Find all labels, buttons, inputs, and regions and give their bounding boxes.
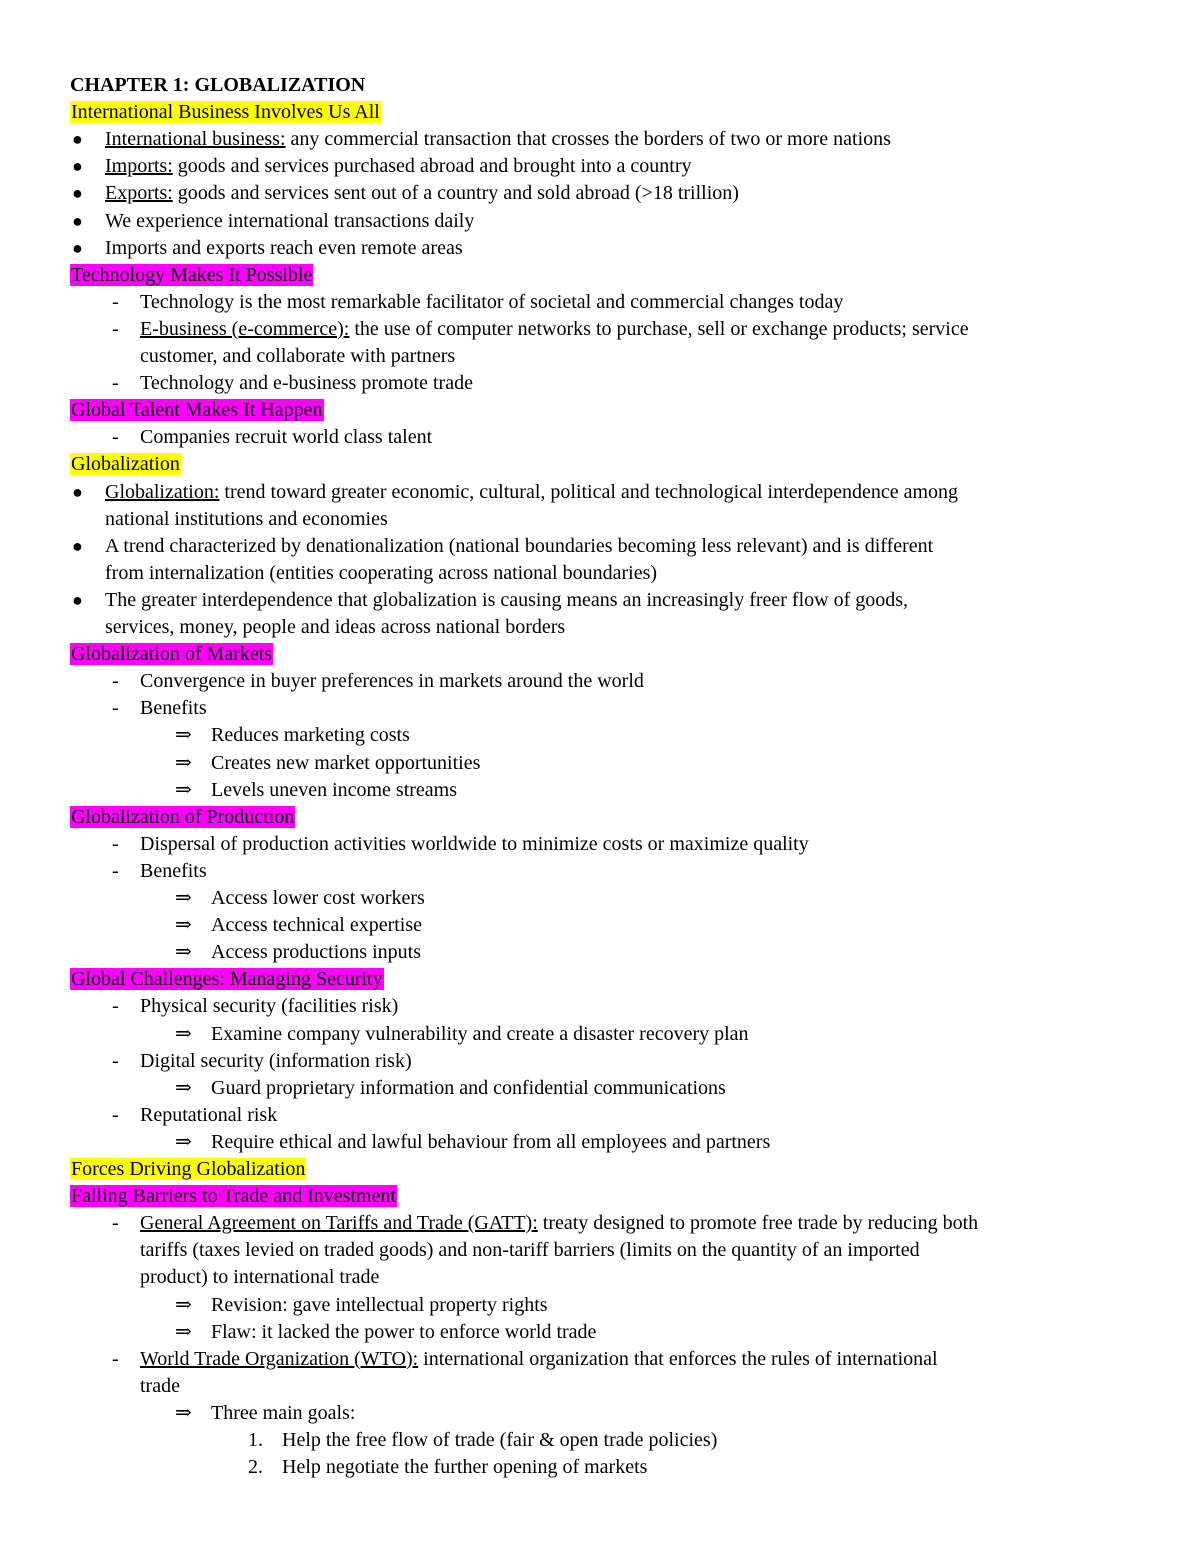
line-text: Reduces marketing costs: [211, 724, 410, 747]
line-text: from internalization (entities cooperating across national boundaries): [105, 561, 658, 584]
line-text: goods and services purchased abroad and brought into a country: [172, 155, 692, 178]
list-item-text: [140, 1102, 277, 1129]
line-text: Benefits: [140, 859, 207, 882]
list-item-text: [211, 1129, 770, 1156]
section-heading: [70, 641, 273, 668]
line-text: CHAPTER 1: GLOBALIZATION: [70, 74, 366, 96]
list-item-text: [140, 1210, 978, 1237]
list-item-text: [140, 831, 809, 858]
line-text: services, money, people and ideas across national borders: [105, 616, 566, 638]
term-label: World Trade Organization (WTO):: [140, 1347, 419, 1370]
dash-marker: -: [112, 995, 119, 1018]
term-label: Globalization:: [105, 480, 220, 503]
list-item-text: [140, 1048, 412, 1075]
highlighted-heading: Globalization of Production: [71, 805, 295, 828]
line-text: Flaw: it lacked the power to enforce world trade: [211, 1320, 597, 1343]
list-item-text: [140, 289, 843, 316]
line-text: Dispersal of production activities worldwide to minimize costs or maximize quality: [140, 832, 809, 855]
line-text: Convergence in buyer preferences in markets around the world: [140, 670, 644, 693]
line-text: Levels uneven income streams: [211, 778, 458, 801]
bullet-icon: ●: [72, 589, 83, 610]
dash-marker: -: [112, 1212, 119, 1235]
list-item-text: [211, 1319, 596, 1346]
list-item-text: [140, 668, 644, 695]
dash-marker: -: [112, 1049, 119, 1072]
arrow-icon: ⇒: [175, 1076, 192, 1099]
arrow-icon: ⇒: [175, 1320, 192, 1343]
dash-marker: -: [112, 697, 119, 720]
list-item-text: [105, 533, 933, 560]
list-item-text: [282, 1427, 717, 1454]
highlighted-heading: Global Talent Makes It Happen: [71, 399, 323, 422]
list-item-text: [140, 424, 432, 451]
highlighted-heading: Globalization: [71, 453, 180, 476]
dash-marker: -: [112, 832, 119, 855]
list-item-text: [105, 126, 891, 153]
line-text: Technology is the most remarkable facilitator of societal and commercial changes today: [140, 290, 844, 313]
line-text: trend toward greater economic, cultural, political and technological interdependence among: [219, 480, 959, 503]
line-text: treaty designed to promote free trade by reducing both: [537, 1212, 979, 1235]
list-item-text: [140, 858, 207, 885]
line-text: Creates new market opportunities: [211, 751, 481, 774]
term-label: General Agreement on Tariffs and Trade (GATT):: [140, 1212, 538, 1235]
line-text: We experience international transactions daily: [105, 209, 475, 232]
arrow-icon: ⇒: [175, 1022, 192, 1045]
arrow-icon: ⇒: [175, 887, 192, 909]
section-heading: [70, 1183, 397, 1210]
line-text: Imports and exports reach even remote areas: [105, 236, 463, 259]
list-item-text: [105, 180, 739, 207]
list-item-text: [211, 885, 425, 912]
arrow-icon: ⇒: [175, 1293, 192, 1316]
list-item-text: [105, 479, 958, 506]
list-item-text: [211, 1021, 749, 1048]
line-text: Benefits: [140, 697, 207, 720]
list-item-text: [105, 235, 463, 262]
line-text: Help negotiate the further opening of markets: [282, 1456, 648, 1479]
line-text: Require ethical and lawful behaviour from all employees and partners: [211, 1130, 771, 1153]
bullet-icon: ●: [72, 156, 83, 177]
bullet-icon: ●: [72, 210, 83, 231]
list-item-text: [140, 1373, 180, 1400]
highlighted-heading: Forces Driving Globalization: [71, 1158, 306, 1180]
line-text: Access technical expertise: [211, 914, 423, 937]
line-text: Access lower cost workers: [211, 887, 425, 909]
dash-marker: -: [112, 670, 119, 693]
list-item-text: [211, 1400, 355, 1427]
list-item-text: [105, 560, 657, 587]
line-text: any commercial transaction that crosses the borders of two or more nations: [285, 128, 891, 151]
list-item-text: [140, 343, 455, 370]
list-item-text: [140, 1264, 379, 1291]
line-text: Technology and e-business promote trade: [140, 372, 473, 395]
list-number: 1.: [248, 1429, 263, 1451]
term-label: Exports:: [105, 182, 173, 205]
term-label: Imports:: [105, 155, 173, 178]
page-title: [70, 72, 365, 99]
section-heading: [70, 99, 381, 126]
line-text: Help the free flow of trade (fair & open trade policies): [282, 1429, 718, 1451]
line-text: Reputational risk: [140, 1103, 278, 1126]
list-item-text: [140, 993, 398, 1020]
list-item-text: [140, 370, 473, 397]
term-label: E-business (e-commerce):: [140, 317, 350, 340]
bullet-icon: ●: [72, 481, 83, 502]
list-item-text: [211, 722, 410, 749]
line-text: international organization that enforces the rules of international: [418, 1347, 938, 1370]
dash-marker: -: [112, 372, 119, 395]
line-text: tariffs (taxes levied on traded goods) and non-tariff barriers (limits on the quantity of an imported: [140, 1239, 920, 1262]
arrow-icon: ⇒: [175, 1130, 192, 1153]
section-heading: [70, 966, 384, 993]
arrow-icon: ⇒: [175, 1401, 192, 1424]
line-text: Revision: gave intellectual property rights: [211, 1293, 548, 1316]
list-item-text: [140, 1237, 920, 1264]
list-item-text: [211, 1292, 548, 1319]
list-item-text: [105, 208, 474, 235]
line-text: goods and services sent out of a country and sold abroad (>18 trillion): [172, 182, 739, 205]
dash-marker: -: [112, 426, 119, 449]
line-text: Access productions inputs: [211, 941, 421, 964]
arrow-icon: ⇒: [175, 751, 192, 774]
line-text: Physical security (facilities risk): [140, 995, 399, 1018]
arrow-icon: ⇒: [175, 778, 192, 801]
line-text: Digital security (information risk): [140, 1049, 412, 1072]
highlighted-heading: Globalization of Markets: [71, 643, 273, 666]
list-item-text: [105, 506, 388, 533]
dash-marker: -: [112, 1103, 119, 1126]
line-text: Guard proprietary information and confidential communications: [211, 1076, 726, 1099]
line-text: Companies recruit world class talent: [140, 426, 433, 449]
line-text: Three main goals:: [211, 1401, 356, 1424]
list-item-text: [140, 316, 969, 343]
list-item-text: [211, 750, 480, 777]
list-item-text: [211, 912, 422, 939]
line-text: product) to international trade: [140, 1266, 380, 1289]
list-item-text: [105, 587, 908, 614]
section-heading: [70, 262, 313, 289]
arrow-icon: ⇒: [175, 914, 192, 937]
bullet-icon: ●: [72, 183, 83, 204]
dash-marker: -: [112, 290, 119, 313]
line-text: national institutions and economies: [105, 507, 388, 530]
dash-marker: -: [112, 1347, 119, 1370]
highlighted-heading: Technology Makes It Possible: [71, 263, 313, 286]
list-number: 2.: [248, 1456, 263, 1479]
list-item-text: [140, 695, 207, 722]
list-item-text: [211, 939, 421, 966]
section-heading: [70, 451, 181, 478]
arrow-icon: ⇒: [175, 941, 192, 964]
section-heading: [70, 804, 295, 831]
list-item-text: [105, 614, 565, 641]
bullet-icon: ●: [72, 535, 83, 556]
section-heading: [70, 1156, 306, 1183]
line-text: the use of computer networks to purchase, sell or exchange products; service: [349, 317, 969, 340]
line-text: The greater interdependence that globalization is causing means an increasingly freer flow of goods,: [105, 588, 909, 611]
arrow-icon: ⇒: [175, 724, 192, 747]
bullet-icon: ●: [72, 237, 83, 258]
line-text: customer, and collaborate with partners: [140, 345, 456, 367]
list-item-text: [282, 1454, 647, 1481]
highlighted-heading: Global Challenges: Managing Security: [71, 968, 383, 991]
line-text: trade: [140, 1374, 180, 1397]
dash-marker: -: [112, 317, 119, 340]
bullet-icon: ●: [72, 129, 83, 150]
list-item-text: [105, 153, 692, 180]
section-heading: [70, 397, 324, 424]
highlighted-heading: International Business Involves Us All: [71, 101, 380, 124]
line-text: Examine company vulnerability and create a disaster recovery plan: [211, 1022, 749, 1045]
highlighted-heading: Falling Barriers to Trade and Investment: [71, 1185, 396, 1208]
term-label: International business:: [105, 128, 286, 151]
list-item-text: [211, 777, 457, 804]
line-text: A trend characterized by denationalization (national boundaries becoming less relevant) and is different: [105, 534, 934, 557]
list-item-text: [140, 1346, 938, 1373]
list-item-text: [211, 1075, 726, 1102]
dash-marker: -: [112, 859, 119, 882]
